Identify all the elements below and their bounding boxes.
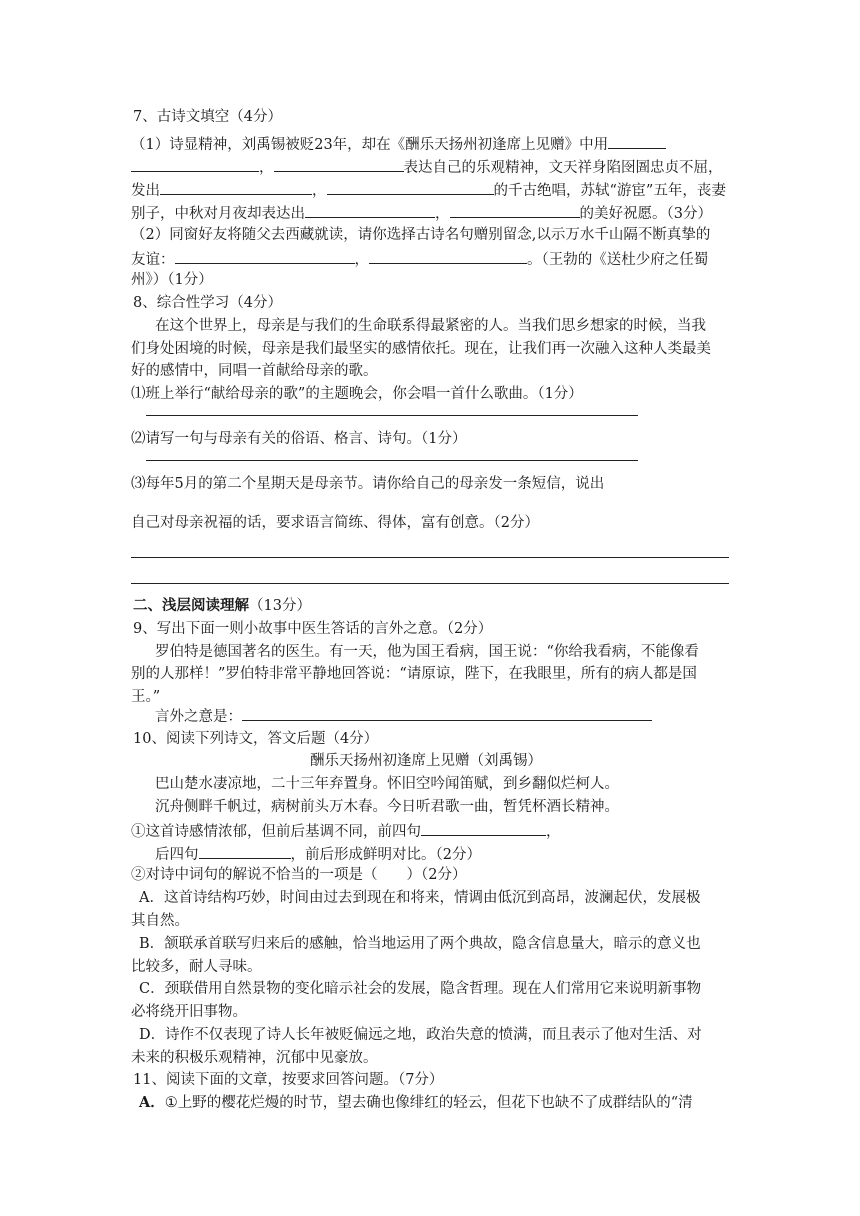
q10-sub1-line1: ①这首诗感情浓郁，但前后基调不同，前四句 ， bbox=[131, 820, 561, 842]
option-b-line1: B．颔联承首联写归来后的感触，恰当地运用了两个典故，隐含信息量大，暗示的意义也 bbox=[139, 936, 701, 952]
q8-intro-line3: 好的感情中，同唱一首献给母亲的歌。 bbox=[131, 363, 378, 379]
q9-title: 9、写出下面一则小故事中医生答话的言外之意。（2分） bbox=[133, 621, 493, 637]
answer-blank[interactable] bbox=[450, 202, 580, 218]
q10-sub2: ②对诗中词句的解说不恰当的一项是（ ）（2分） bbox=[131, 867, 467, 883]
option-a-line1: A．这首诗结构巧妙，时间由过去到现在和将来，情调由低沉到高昂，波澜起伏，发展极 bbox=[139, 890, 701, 906]
option-c-line1: C．颈联借用自然景物的变化暗示社会的发展，隐含哲理。现在人们常用它来说明新事物 bbox=[139, 981, 702, 997]
q8-title: 8、综合性学习（4分） bbox=[133, 295, 282, 311]
q10-sub1-line2: 后四句 ，前后形成鲜明对比。（2分） bbox=[155, 843, 481, 865]
poem-line2: 沉舟侧畔千帆过，病树前头万木春。今日听君歌一曲，暂凭杯酒长精神。 bbox=[155, 799, 619, 815]
section-heading: 二、浅层阅读理解（13分） bbox=[133, 597, 311, 614]
q7-part1-line3: 发出 ， 的千古绝唱，苏轼“游宦”五年，丧妻 bbox=[131, 179, 726, 201]
option-c-line2: 必将绕开旧事物。 bbox=[131, 1004, 247, 1020]
option-b-line2: 比较多，耐人寻味。 bbox=[131, 959, 262, 975]
q7-part2-line3: 州》）（1分） bbox=[131, 272, 213, 288]
q9-text-line1: 罗伯特是德国著名的医生。有一天，他为国王看病，国王说：“你给我看病，不能像看 bbox=[155, 644, 699, 660]
q7-part1-line4: 别子，中秋对月夜却表达出 ， 的美好祝愿。（3分） bbox=[131, 202, 712, 224]
q11-passage-a-line1: A．①上野的樱花烂熳的时节，望去确也像绯红的轻云，但花下也缺不了成群结队的“清 bbox=[139, 1094, 693, 1111]
answer-blank[interactable] bbox=[369, 248, 527, 264]
option-d-line1: D．诗作不仅表现了诗人长年被贬偏远之地，政治失意的愤满，而且表示了他对生活、对 bbox=[139, 1027, 702, 1043]
q8-sub3-line2: 自己对母亲祝福的话，要求语言简练、得体，富有创意。（2分） bbox=[131, 515, 539, 531]
answer-blank[interactable] bbox=[199, 843, 291, 859]
q11-title: 11、阅读下面的文章，按要求回答问题。（7分） bbox=[133, 1072, 444, 1088]
q8-sub2: ⑵请写一句与母亲有关的俗语、格言、诗句。（1分） bbox=[131, 431, 467, 447]
option-d-line2: 未来的积极乐观精神，沉郁中见豪放。 bbox=[131, 1050, 378, 1066]
answer-blank[interactable] bbox=[421, 820, 546, 836]
answer-line[interactable] bbox=[146, 415, 638, 416]
q8-intro-line2: 们身处困境的时候，母亲是我们最坚实的感情依托。现在，让我们再一次融入这种人类最美 bbox=[131, 341, 711, 357]
answer-line[interactable] bbox=[146, 460, 638, 461]
q7-part1-line2: ， 表达自己的乐观精神，文天祥身陷囹圄忠贞不屈， bbox=[131, 156, 723, 178]
answer-line[interactable] bbox=[131, 583, 729, 584]
q8-intro-line1: 在这个世界上，母亲是与我们的生命联系得最紧密的人。当我们思乡想家的时候，当我 bbox=[155, 318, 706, 334]
q9-answer-label: 言外之意是： bbox=[155, 705, 652, 727]
answer-blank[interactable] bbox=[327, 179, 494, 195]
answer-blank[interactable] bbox=[160, 179, 312, 195]
q10-title: 10、阅读下列诗文，答文后题（4分） bbox=[133, 731, 379, 747]
answer-blank[interactable] bbox=[608, 133, 666, 149]
poem-title: 酬乐天扬州初逢席上见赠（刘禹锡） bbox=[310, 753, 542, 769]
answer-blank[interactable] bbox=[242, 705, 652, 721]
answer-blank[interactable] bbox=[175, 248, 355, 264]
answer-blank[interactable] bbox=[131, 156, 259, 172]
q8-sub1: ⑴班上举行“献给母亲的歌”的主题晚会，你会唱一首什么歌曲。（1分） bbox=[131, 386, 583, 402]
poem-line1: 巴山楚水凄凉地，二十三年弃置身。怀旧空吟闻笛赋，到乡翻似烂柯人。 bbox=[155, 776, 619, 792]
answer-line[interactable] bbox=[131, 557, 729, 558]
answer-blank[interactable] bbox=[305, 202, 435, 218]
q7-title: 7、古诗文填空（4分） bbox=[133, 109, 282, 125]
q7-part2-line1: （2）同窗好友将随父去西藏就读，请你选择古诗名句赠别留念,以示万水千山隔不断真挚的 bbox=[131, 227, 711, 243]
q8-sub3-line1: ⑶每年5月的第二个星期天是母亲节。请你给自己的母亲发一条短信，说出 bbox=[131, 476, 605, 492]
q9-text-line3: 王。” bbox=[131, 689, 161, 705]
answer-blank[interactable] bbox=[274, 156, 404, 172]
q7-part2-line2: 友谊： ， 。（王勃的《送杜少府之任蜀 bbox=[131, 248, 708, 270]
q7-part1-line1: （1）诗显精神，刘禹锡被贬23年，却在《酬乐天扬州初逢席上见赠》中用 bbox=[131, 133, 666, 155]
q9-text-line2: 别的人那样！”罗伯特非常平静地回答说：“请原谅，陛下，在我眼里，所有的病人都是国 bbox=[131, 666, 697, 682]
option-a-line2: 其自然。 bbox=[131, 913, 189, 929]
